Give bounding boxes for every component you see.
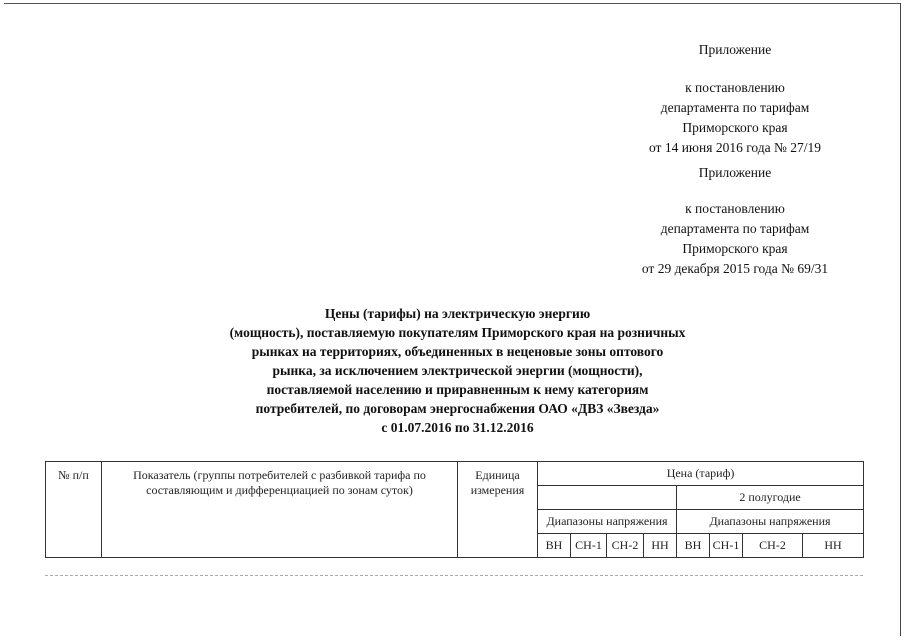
annex-current-line: к постановлению: [685, 80, 785, 95]
voltage-level-cell: СН-1: [710, 534, 743, 558]
annex-previous-line: Приморского края: [682, 241, 788, 256]
voltage-ranges-first-header: Диапазоны напряжения: [538, 510, 677, 534]
annex-previous-line: к постановлению: [685, 201, 785, 216]
table-continuation-line: [45, 575, 863, 576]
annex-current-line: Приморского края: [682, 120, 788, 135]
period-first-header: [538, 486, 677, 510]
price-header: Цена (тариф): [538, 462, 864, 486]
voltage-level-cell: ВН: [538, 534, 571, 558]
annex-previous-heading: Приложение: [698, 165, 772, 180]
title-line: Цены (тарифы) на электрическую энергию: [324, 306, 591, 321]
column-number-header: № п/п: [46, 462, 102, 558]
annex-previous-reference: [600, 199, 870, 279]
title-line: поставляемой населению и приравненным к нему категориям: [266, 382, 649, 397]
title-line: рынка, за исключением электрической энергии (мощности),: [272, 363, 643, 378]
document-title: [180, 304, 735, 437]
title-line: (мощность), поставляемую покупателям Приморского края на розничных: [229, 325, 686, 340]
title-line: потребителей, по договорам энергоснабжения ОАО «ДВЗ «Звезда»: [255, 401, 660, 416]
page-border-top: [4, 3, 901, 4]
annex-current-reference: [600, 78, 870, 158]
annex-previous-line: от 29 декабря 2015 года № 69/31: [641, 261, 829, 276]
voltage-level-cell: ВН: [677, 534, 710, 558]
annex-previous-line: департамента по тарифам: [660, 221, 810, 236]
voltage-level-cell: СН-2: [607, 534, 644, 558]
title-line: с 01.07.2016 по 31.12.2016: [381, 420, 534, 435]
voltage-level-cell: НН: [803, 534, 864, 558]
tariff-table: [45, 461, 864, 558]
annex-current-line: от 14 июня 2016 года № 27/19: [648, 140, 822, 155]
voltage-level-cell: СН-2: [743, 534, 803, 558]
title-line: рынках на территориях, объединенных в неценовые зоны оптового: [251, 344, 664, 359]
column-unit-header: Единица измерения: [458, 462, 538, 558]
period-second-header: 2 полугодие: [677, 486, 864, 510]
voltage-level-cell: НН: [644, 534, 677, 558]
page-border-right: [900, 3, 901, 636]
annex-current-heading: Приложение: [698, 42, 772, 57]
voltage-ranges-second-header: Диапазоны напряжения: [677, 510, 864, 534]
column-indicator-header: Показатель (группы потребителей с разбивкой тарифа по составляющим и дифференциацией по зонам суток): [102, 462, 458, 558]
annex-current-line: департамента по тарифам: [660, 100, 810, 115]
voltage-level-cell: СН-1: [571, 534, 607, 558]
